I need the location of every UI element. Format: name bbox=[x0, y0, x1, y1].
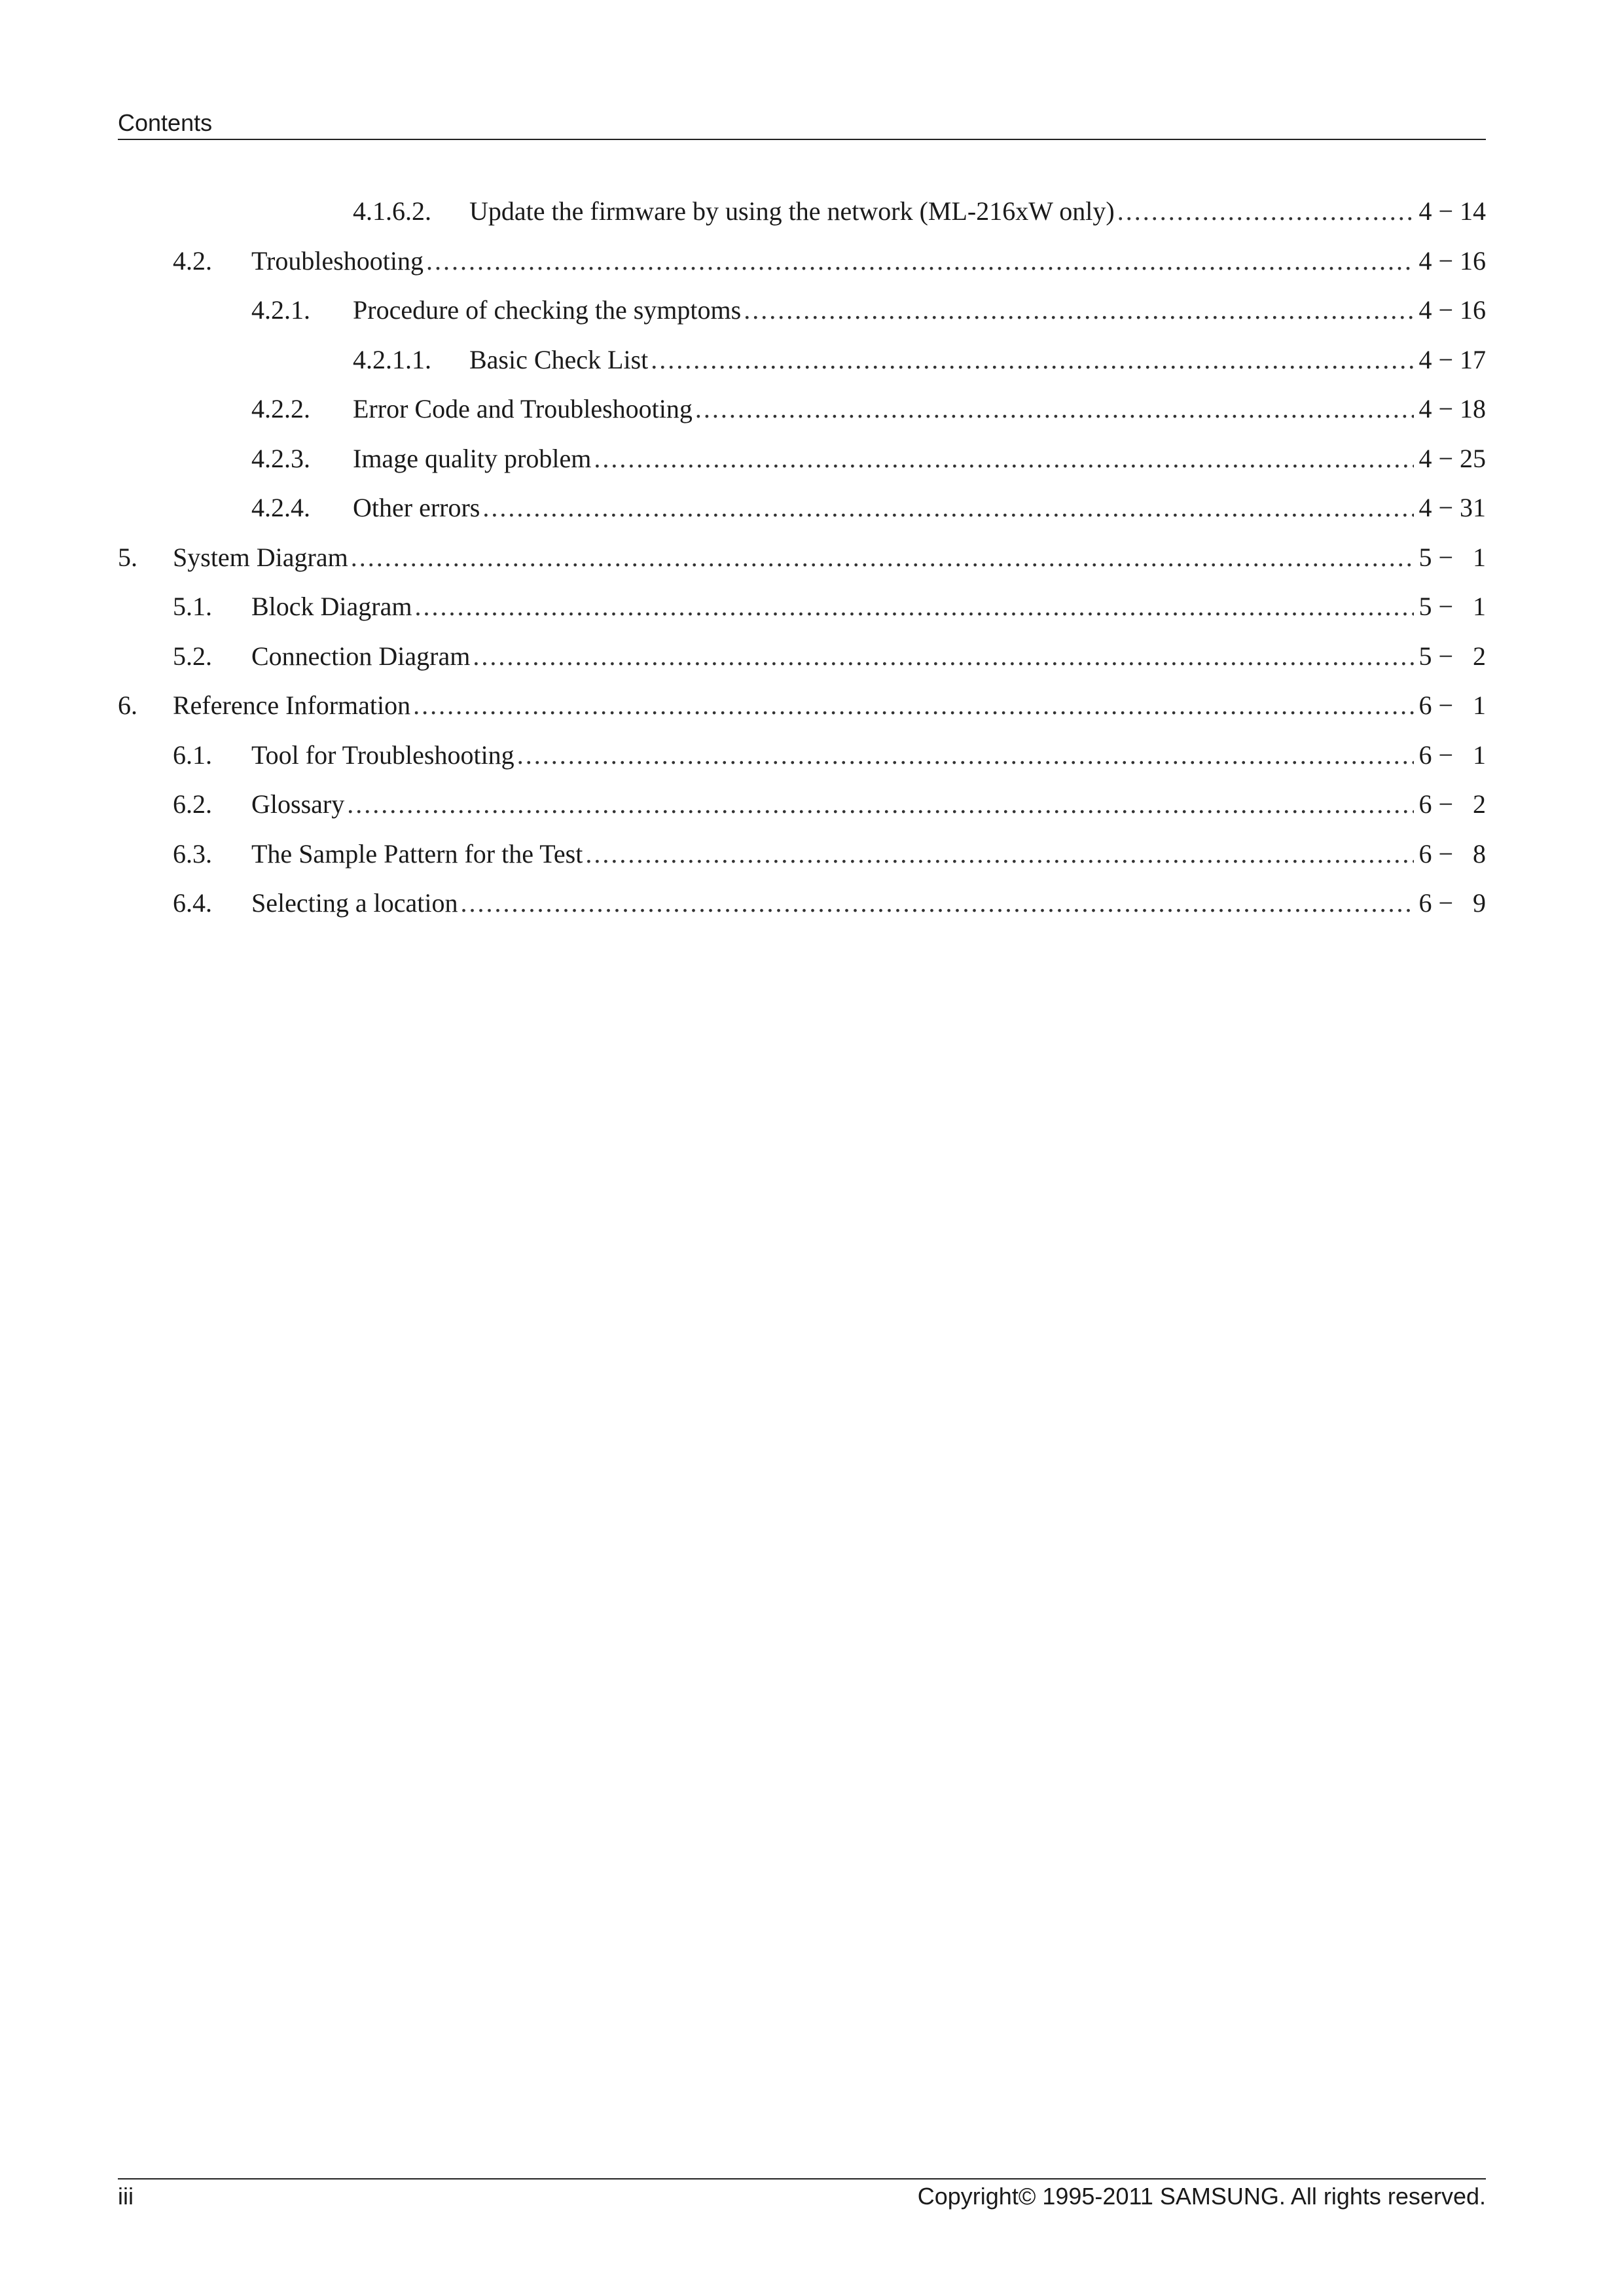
toc-entry-number: 6.1. bbox=[173, 740, 212, 770]
toc-entry-page: 4 − 31 bbox=[1418, 493, 1486, 522]
toc-dot-leader bbox=[744, 294, 1414, 327]
toc-entry-number: 4.2. bbox=[173, 245, 212, 276]
toc-entry-number: 4.1.6.2. bbox=[353, 196, 431, 226]
toc-entry[interactable] bbox=[118, 640, 1486, 690]
toc-entry-number: 4.2.1.1. bbox=[353, 344, 431, 374]
toc-dot-leader bbox=[482, 492, 1414, 524]
toc-entry-number: 6.2. bbox=[173, 789, 212, 819]
toc-entry-number: 6. bbox=[118, 691, 137, 720]
toc-entry-title: Image quality problem bbox=[353, 443, 592, 473]
toc-entry-number: 4.2.4. bbox=[251, 493, 310, 522]
toc-entry-page: 4 − 16 bbox=[1418, 295, 1486, 325]
toc-entry-page: 4 − 16 bbox=[1418, 245, 1486, 276]
toc-dot-leader bbox=[517, 739, 1414, 772]
toc-dot-leader bbox=[473, 640, 1414, 673]
page-footer bbox=[118, 2178, 1486, 2211]
toc-entry-number: 5.2. bbox=[173, 641, 212, 671]
toc-entry-page: 4 − 14 bbox=[1418, 196, 1486, 226]
toc-entry-title: Reference Information bbox=[173, 691, 411, 720]
toc-entry-page: 4 − 25 bbox=[1418, 443, 1486, 473]
toc-entry-title: Update the firmware by using the network (ML-216xW only) bbox=[469, 196, 1115, 226]
toc-entry[interactable] bbox=[118, 838, 1486, 888]
toc-entry-page: 6 − 2 bbox=[1418, 789, 1486, 819]
toc-entry-title: Connection Diagram bbox=[251, 641, 471, 671]
toc-entry-number: 6.3. bbox=[173, 838, 212, 869]
toc-entry-page: 6 − 1 bbox=[1418, 740, 1486, 770]
footer-page-number: iii bbox=[118, 2183, 134, 2210]
toc-dot-leader bbox=[585, 838, 1414, 870]
toc-entry-title: Error Code and Troubleshooting bbox=[353, 394, 693, 423]
toc-dot-leader bbox=[695, 393, 1414, 425]
toc-dot-leader bbox=[460, 887, 1414, 920]
toc-entry[interactable] bbox=[118, 245, 1486, 295]
toc-entry-number: 5. bbox=[118, 542, 137, 572]
table-of-contents bbox=[118, 195, 1486, 937]
toc-dot-leader bbox=[594, 442, 1414, 475]
toc-entry[interactable] bbox=[118, 492, 1486, 541]
toc-dot-leader bbox=[351, 541, 1414, 574]
toc-entry[interactable] bbox=[118, 887, 1486, 937]
toc-entry-title: Basic Check List bbox=[469, 344, 649, 374]
toc-entry-title: Selecting a location bbox=[251, 888, 458, 918]
toc-entry[interactable] bbox=[118, 541, 1486, 591]
toc-entry-page: 5 − 1 bbox=[1418, 592, 1486, 621]
toc-entry-number: 4.2.1. bbox=[251, 295, 310, 325]
toc-entry-title: Troubleshooting bbox=[251, 245, 424, 276]
toc-entry[interactable] bbox=[118, 788, 1486, 838]
toc-entry-number: 5.1. bbox=[173, 592, 212, 621]
toc-dot-leader bbox=[413, 689, 1414, 722]
header-section-title: Contents bbox=[118, 109, 213, 136]
toc-entry-title: Glossary bbox=[251, 789, 345, 819]
toc-entry-page: 4 − 18 bbox=[1418, 394, 1486, 423]
toc-dot-leader bbox=[347, 788, 1414, 821]
toc-entry-title: Block Diagram bbox=[251, 592, 412, 621]
toc-dot-leader bbox=[426, 245, 1414, 278]
footer-copyright: Copyright© 1995-2011 SAMSUNG. All rights reserved. bbox=[917, 2183, 1486, 2210]
toc-entry-title: Other errors bbox=[353, 493, 480, 522]
toc-dot-leader bbox=[415, 590, 1415, 623]
toc-dot-leader bbox=[651, 344, 1414, 376]
toc-entry[interactable] bbox=[118, 393, 1486, 442]
toc-entry-page: 6 − 8 bbox=[1418, 838, 1486, 869]
toc-entry-page: 5 − 1 bbox=[1418, 542, 1486, 572]
toc-entry-page: 5 − 2 bbox=[1418, 641, 1486, 671]
toc-entry[interactable] bbox=[118, 344, 1486, 393]
toc-entry[interactable] bbox=[118, 689, 1486, 739]
toc-entry[interactable] bbox=[118, 590, 1486, 640]
toc-entry-page: 4 − 17 bbox=[1418, 344, 1486, 374]
toc-dot-leader bbox=[1117, 195, 1414, 228]
toc-entry-title: Procedure of checking the symptoms bbox=[353, 295, 742, 325]
toc-entry-number: 6.4. bbox=[173, 888, 212, 918]
toc-entry[interactable] bbox=[118, 294, 1486, 344]
page-header bbox=[118, 110, 1486, 140]
toc-entry-number: 4.2.2. bbox=[251, 394, 310, 423]
toc-entry[interactable] bbox=[118, 739, 1486, 789]
toc-entry-title: System Diagram bbox=[173, 542, 348, 572]
toc-entry-number: 4.2.3. bbox=[251, 443, 310, 473]
toc-entry-title: The Sample Pattern for the Test bbox=[251, 838, 583, 869]
toc-entry[interactable] bbox=[118, 442, 1486, 492]
toc-entry-page: 6 − 9 bbox=[1418, 888, 1486, 918]
toc-entry-title: Tool for Troubleshooting bbox=[251, 740, 514, 770]
toc-entry-page: 6 − 1 bbox=[1418, 691, 1486, 720]
toc-entry[interactable] bbox=[118, 195, 1486, 245]
